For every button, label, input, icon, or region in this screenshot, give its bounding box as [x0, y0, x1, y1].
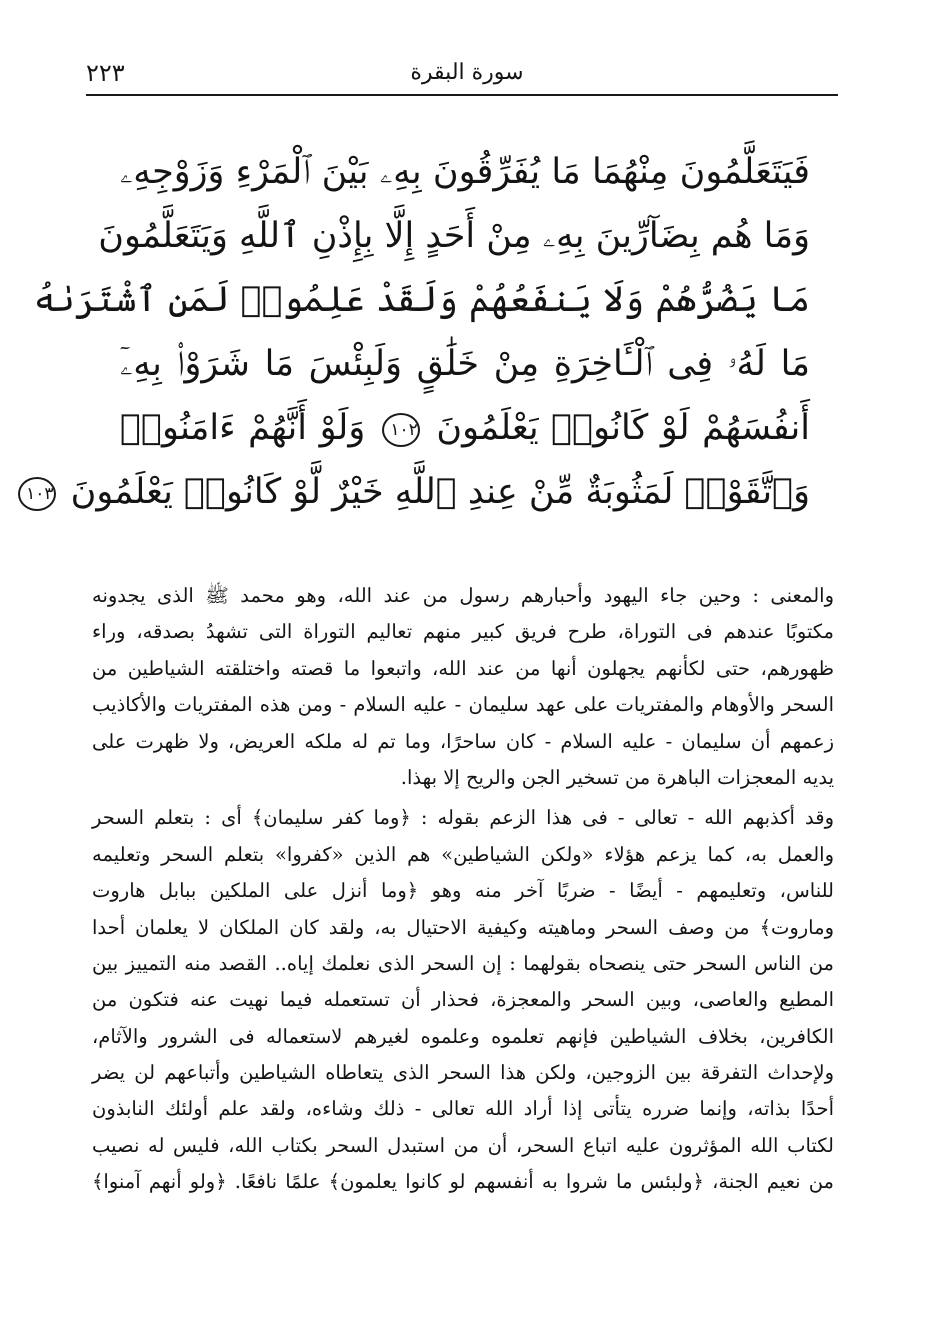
text-line: ظهورهم، حتى لكأنهم يجهلون أنها من عند الله، واتبعوا ما قصته واختلقته الشياطين من	[92, 656, 834, 680]
surah-title: سورة البقرة	[410, 60, 524, 85]
text-line: للناس، وتعليمهم - أيضًا - ضربًا آخر منه وهو ﴿وما أنزل على الملكين ببابل هاروت	[92, 879, 834, 903]
text-line: مكتوبًا عندهم فى التوراة، طرح فريق كبير منهم تعاليم التوراة التى تشهدُ بصدقه، وراء	[92, 620, 834, 644]
text-line: يديه المعجزات الباهرة من تسخير الجن والريح إلا بهذا.	[400, 765, 834, 789]
text-line: من نعيم الجنة، ﴿ولبئس ما شروا به أنفسهم لو كانوا يعلمون﴾ علمًا نافعًا. ﴿ولو أنهم آمنوا﴾	[92, 1170, 834, 1194]
verse-line: وَٱتَّقَوْا۟ لَمَثُوبَةٌ مِّنْ عِندِ ٱللَّهِ خَيْرٌ لَّوْ كَانُوا۟ يَعْلَمُونَ ١٠٣	[120, 460, 810, 524]
text-line: المطيع والعاصى، وبين السحر والمعجزة، فحذار أن تستعمله فيما نهيت عنه فتكون من	[92, 988, 834, 1012]
verse-line: أَنفُسَهُمْ لَوْ كَانُوا۟ يَعْلَمُونَ ١٠٢ وَلَوْ أَنَّهُمْ ءَامَنُوا۟	[120, 408, 810, 448]
page-number: ٢٢٣	[86, 59, 125, 87]
text-line: من الناس السحر حتى ينصحاه بقولهما : إن السحر الذى نعلمك إياه.. القصد منه التمييز بين	[92, 951, 834, 975]
text-line: وماروت﴾ من وصف السحر وماهيته وكيفية الاحتيال به، ولقد كان الملكان لا يعلمان أحدا	[92, 915, 834, 939]
text-line: ولإحداث التفرقة بين الزوجين، ولكن هذا السحر الذى يتعاطاه الشياطين وأتباعهم لن يضر	[92, 1061, 834, 1085]
verse-line: وَمَا هُم بِضَآرِّينَ بِهِۦ مِنْ أَحَدٍ إِلَّا بِإِذْنِ ٱللَّهِ وَيَتَعَلَّمُونَ	[98, 216, 810, 256]
text-line: السحر والأوهام والمفتريات على عهد سليمان - عليه السلام - ومن هذه المفتريات والأكاذيب	[92, 693, 834, 717]
text-line: لكتاب الله المؤثرون عليه اتباع السحر، أن من استبدل السحر بكتاب الله، فليس له نصيب	[92, 1133, 834, 1157]
header-rule	[86, 94, 838, 96]
text-line: والمعنى : وحين جاء اليهود وأحبارهم رسول من عند الله، وهو محمد ﷺ الذى يجدونه	[92, 584, 834, 607]
text-line: زعمهم أن سليمان - عليه السلام - كان ساحرًا، وما تم له ملكه العريض، ولا ظهرت على	[92, 729, 834, 753]
text-line: أحدًا بذاته، وإنما ضرره يتأتى إذا أراد الله تعالى - ذلك وشاءه، ولقد علم أولئك النابذون	[92, 1097, 834, 1121]
verse-line: مَا لَهُۥ فِى ٱلْـَٔاخِرَةِ مِنْ خَلَٰقٍ وَلَبِئْسَ مَا شَرَوْا۟ بِهِۦٓ	[120, 344, 810, 384]
text-line: وقد أكذبهم الله - تعالى - فى هذا الزعم بقوله : ﴿وما كفر سليمان﴾ أى : بتعلم السحر	[92, 806, 834, 830]
ayah-number-marker: ١٠٢	[382, 413, 420, 447]
text-line: والعمل به، كما يزعم هؤلاء «ولكن الشياطين» هم الذين «كفروا» بتعلم السحر وتعليمه	[92, 842, 834, 866]
quran-verses	[26, 140, 810, 524]
text-line: الكافرين، بخلاف الشياطين فإنهم تعلموه وعلموه لغيرهم لاستعماله فى الشرور والآثام،	[92, 1024, 834, 1048]
verse-line: فَيَتَعَلَّمُونَ مِنْهُمَا مَا يُفَرِّقُونَ بِهِۦ بَيْنَ ٱلْمَرْءِ وَزَوْجِهِۦ	[120, 152, 810, 192]
verse-line: مَا يَضُرُّهُمْ وَلَا يَنفَعُهُمْ وَلَقَدْ عَلِمُوا۟ لَمَنِ ٱشْتَرَىٰهُ	[33, 280, 810, 320]
commentary-text	[92, 578, 834, 1201]
ayah-number-marker: ١٠٣	[18, 477, 56, 511]
